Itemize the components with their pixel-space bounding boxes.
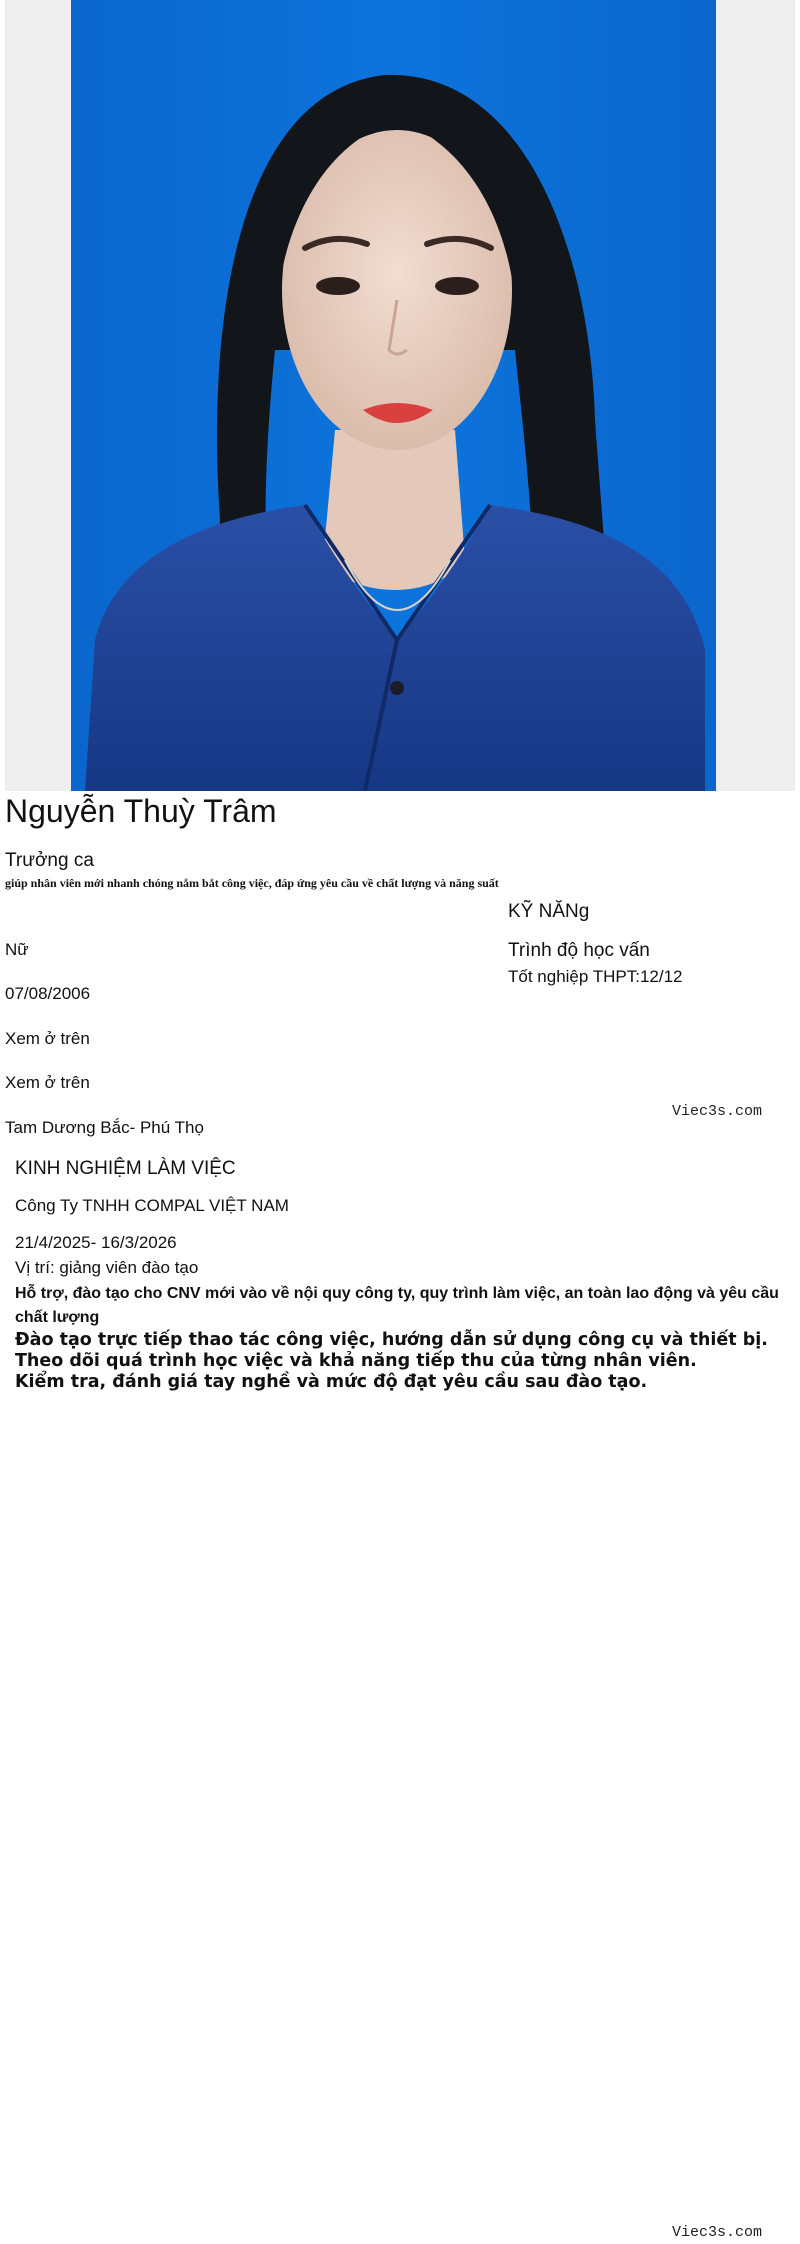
experience-summary: Hỗ trợ, đào tạo cho CNV mới vào về nội quy công ty, quy trình làm việc, an toàn lao động và yêu cầu chất lượng: [15, 1285, 779, 1326]
job-title: Trưởng ca: [5, 850, 94, 871]
candidate-name: Nguyễn Thuỳ Trâm: [5, 793, 277, 829]
date-of-birth: 07/08/2006: [5, 984, 91, 1003]
company-name: Công Ty TNHH COMPAL VIỆT NAM: [15, 1196, 289, 1215]
address: Tam Dương Bắc- Phú Thọ: [5, 1118, 204, 1137]
portrait-illustration: [5, 0, 795, 791]
duty-item: Đào tạo trực tiếp thao tác công việc, hướng dẫn sử dụng công cụ và thiết bị.: [15, 1330, 768, 1350]
career-objective: giúp nhân viên mới nhanh chóng nắm bắt công việc, đáp ứng yêu cầu về chất lượng và năng suất: [5, 876, 499, 890]
duty-item: Kiểm tra, đánh giá tay nghề và mức độ đạt yêu cầu sau đào tạo.: [15, 1372, 648, 1392]
skills-heading: KỸ NĂNg: [508, 901, 590, 922]
duty-list: [15, 1330, 795, 1393]
watermark: Viec3s.com: [672, 2224, 763, 2241]
portrait-photo: [5, 0, 795, 791]
phone: Xem ở trên: [5, 1029, 90, 1048]
duty-item: Theo dõi quá trình học việc và khả năng tiếp thu của từng nhân viên.: [15, 1351, 697, 1371]
job-position: Vị trí: giảng viên đào tạo: [15, 1258, 199, 1277]
employment-period: 21/4/2025- 16/3/2026: [15, 1233, 177, 1252]
experience-heading: KINH NGHIỆM LÀM VIỆC: [15, 1158, 236, 1179]
watermark: Viec3s.com: [672, 1103, 763, 1120]
education-heading: Trình độ học vấn: [508, 940, 650, 961]
education-item: Tốt nghiệp THPT:12/12: [508, 967, 683, 986]
gender: Nữ: [5, 940, 29, 959]
email: Xem ở trên: [5, 1073, 90, 1092]
